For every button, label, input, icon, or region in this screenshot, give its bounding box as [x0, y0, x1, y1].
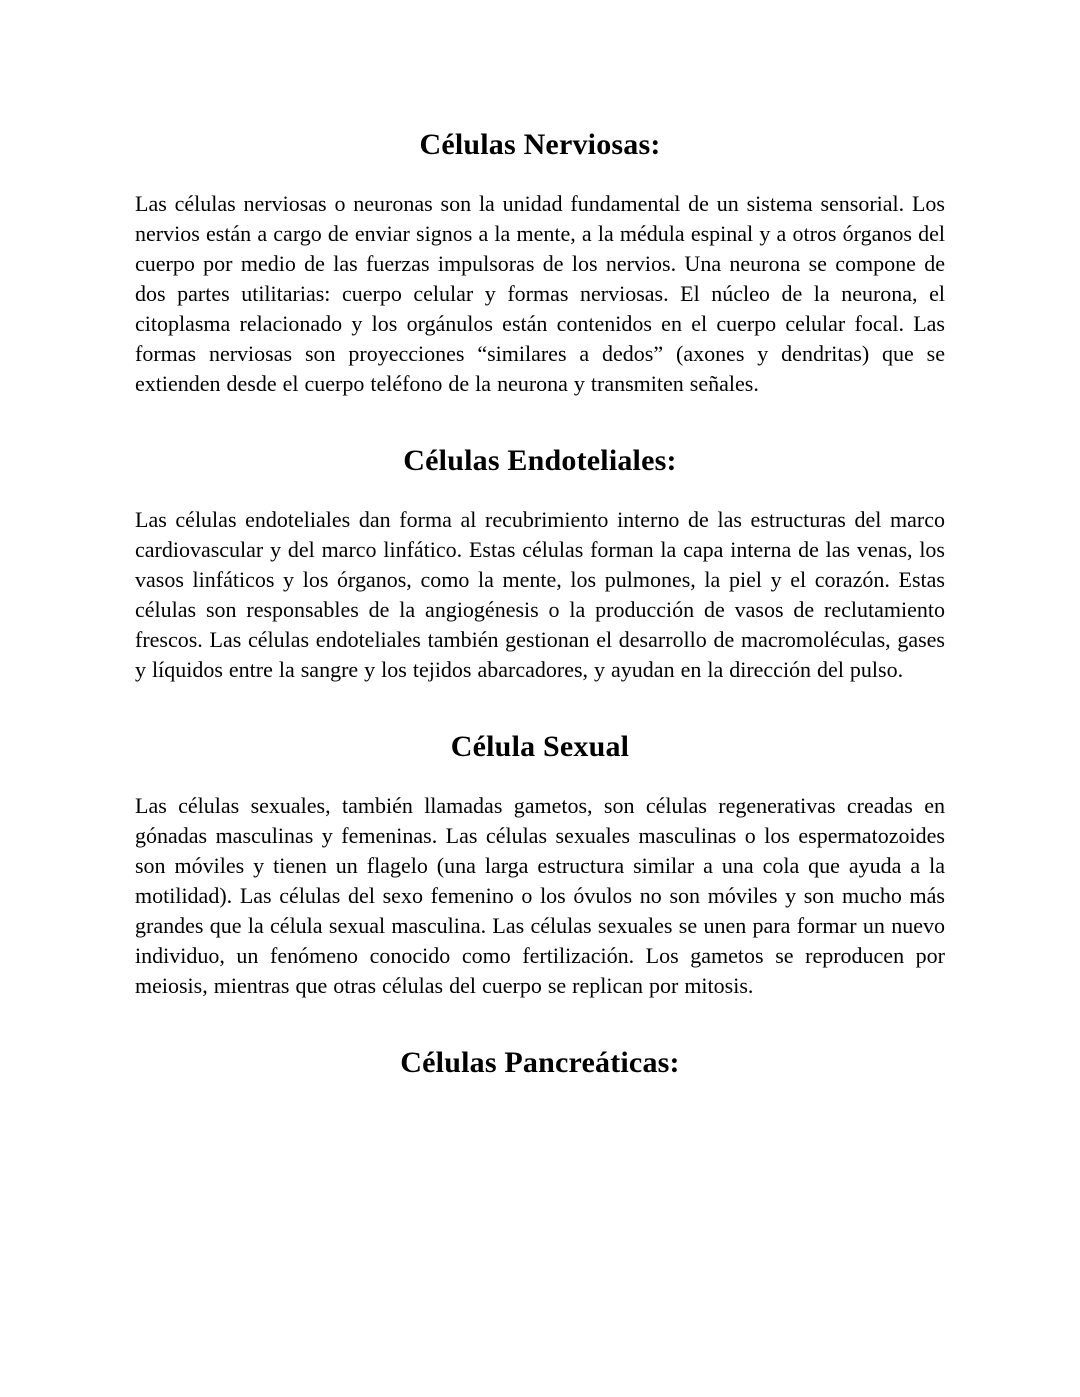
section-body-celula-sexual: Las células sexuales, también llamadas gametos, son células regenerativas creadas en gónadas masculinas y femeninas. Las células sexuales masculinas o los espermatozoides son móviles y tienen un flagelo (una larga estructura similar a una cola que ayuda a la motilidad). Las células del sexo femenino o los óvulos no son móviles y son mucho más grandes que la célula sexual masculina. Las células sexuales se unen para formar un nuevo individuo, un fenómeno conocido como fertilización. Los gametos se reproducen por meiosis, mientras que otras células del cuerpo se replican por mitosis.	[135, 793, 945, 998]
section-celulas-nerviosas	[135, 127, 945, 399]
section-celula-sexual	[135, 729, 945, 1001]
section-celulas-endoteliales	[135, 443, 945, 685]
section-celulas-pancreaticas	[135, 1045, 945, 1081]
section-heading-celulas-nerviosas: Células Nerviosas:	[419, 128, 661, 161]
section-heading-celulas-endoteliales: Células Endoteliales:	[403, 444, 677, 477]
section-body-celulas-nerviosas: Las células nerviosas o neuronas son la unidad fundamental de un sistema sensorial. Los nervios están a cargo de enviar signos a la mente, a la médula espinal y a otros órganos del cuerpo por medio de las fuerzas impulsoras de los nervios. Una neurona se compone de dos partes utilitarias: cuerpo celular y formas nerviosas. El núcleo de la neurona, el citoplasma relacionado y los orgánulos están contenidos en el cuerpo celular focal. Las formas nerviosas son proyecciones “similares a dedos” (axones y dendritas) que se extienden desde el cuerpo teléfono de la neurona y transmiten señales.	[135, 191, 945, 396]
section-body-celulas-endoteliales: Las células endoteliales dan forma al recubrimiento interno de las estructuras del marco cardiovascular y del marco linfático. Estas células forman la capa interna de las venas, los vasos linfáticos y los órganos, como la mente, los pulmones, la piel y el corazón. Estas células son responsables de la angiogénesis o la producción de vasos de reclutamiento frescos. Las células endoteliales también gestionan el desarrollo de macromoléculas, gases y líquidos entre la sangre y los tejidos abarcadores, y ayudan en la dirección del pulso.	[135, 507, 945, 682]
section-heading-celulas-pancreaticas: Células Pancreáticas:	[400, 1046, 680, 1079]
section-heading-celula-sexual: Célula Sexual	[450, 730, 630, 763]
